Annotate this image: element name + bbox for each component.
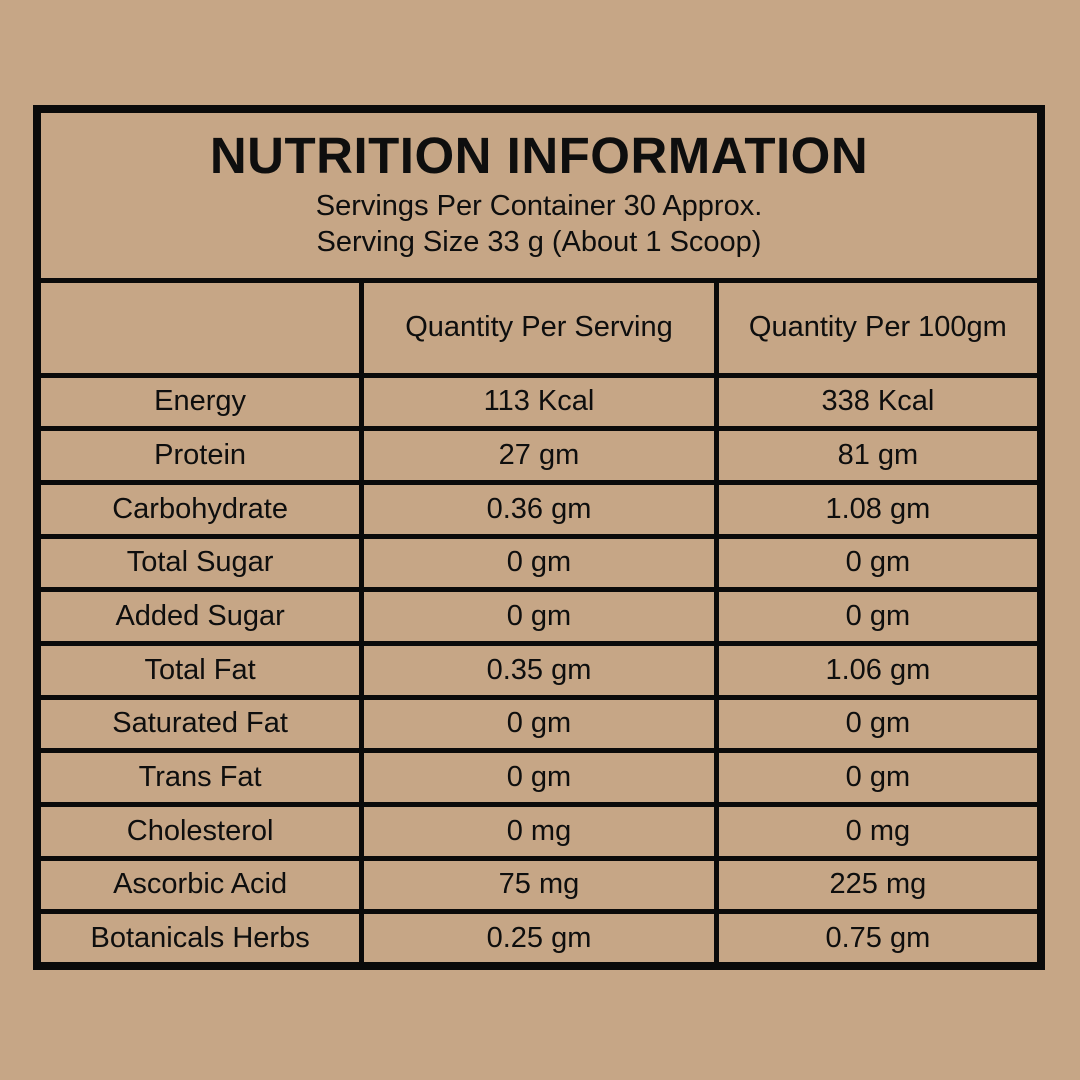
nutrient-name-cell: Cholesterol [41, 804, 362, 858]
table-row [41, 429, 1037, 483]
nutrient-name-cell: Protein [41, 429, 362, 483]
per-serving-value-cell: 113 Kcal [362, 375, 717, 429]
nutrition-table [41, 283, 1037, 962]
nutrition-label [33, 105, 1045, 970]
per-serving-value-cell: 0 gm [362, 751, 717, 805]
nutrient-name-cell: Total Sugar [41, 536, 362, 590]
table-row [41, 643, 1037, 697]
nutrition-table-body [41, 375, 1037, 962]
nutrient-name-cell: Ascorbic Acid [41, 858, 362, 912]
nutrition-table-wrap [41, 283, 1037, 962]
servings-per-container-text: Servings Per Container 30 Approx. [315, 189, 763, 222]
nutrient-name-cell: Botanicals Herbs [41, 912, 362, 962]
per-serving-value-cell: 0 gm [362, 697, 717, 751]
nutrient-name-cell: Trans Fat [41, 751, 362, 805]
per-100gm-value-cell: 0 gm [716, 697, 1037, 751]
per-serving-value-cell: 0 gm [362, 536, 717, 590]
table-row [41, 751, 1037, 805]
serving-size-text: Serving Size 33 g (About 1 Scoop) [316, 226, 762, 259]
nutrient-name-cell: Carbohydrate [41, 482, 362, 536]
table-row [41, 590, 1037, 644]
table-row [41, 482, 1037, 536]
table-row [41, 697, 1037, 751]
per-serving-value-cell: 0.35 gm [362, 643, 717, 697]
per-serving-value-cell: 27 gm [362, 429, 717, 483]
per-serving-value-cell: 0 mg [362, 804, 717, 858]
label-title: NUTRITION INFORMATION [209, 127, 869, 184]
per-100gm-value-cell: 0.75 gm [716, 912, 1037, 962]
table-row [41, 804, 1037, 858]
per-serving-value-cell: 0.36 gm [362, 482, 717, 536]
header-cell-per-100gm: Quantity Per 100gm [716, 283, 1037, 375]
table-row [41, 912, 1037, 962]
per-100gm-value-cell: 81 gm [716, 429, 1037, 483]
table-row [41, 858, 1037, 912]
header-cell-nutrient [41, 283, 362, 375]
per-100gm-value-cell: 338 Kcal [716, 375, 1037, 429]
per-100gm-value-cell: 0 gm [716, 751, 1037, 805]
per-serving-value-cell: 75 mg [362, 858, 717, 912]
nutrient-name-cell: Added Sugar [41, 590, 362, 644]
per-100gm-value-cell: 0 gm [716, 590, 1037, 644]
per-100gm-value-cell: 1.06 gm [716, 643, 1037, 697]
per-serving-value-cell: 0 gm [362, 590, 717, 644]
per-100gm-value-cell: 1.08 gm [716, 482, 1037, 536]
table-row [41, 536, 1037, 590]
per-100gm-value-cell: 0 mg [716, 804, 1037, 858]
nutrient-name-cell: Saturated Fat [41, 697, 362, 751]
per-100gm-value-cell: 0 gm [716, 536, 1037, 590]
table-row [41, 375, 1037, 429]
per-100gm-value-cell: 225 mg [716, 858, 1037, 912]
header-cell-per-serving: Quantity Per Serving [362, 283, 717, 375]
label-header [41, 113, 1037, 283]
table-header-row [41, 283, 1037, 375]
nutrient-name-cell: Energy [41, 375, 362, 429]
nutrient-name-cell: Total Fat [41, 643, 362, 697]
per-serving-value-cell: 0.25 gm [362, 912, 717, 962]
